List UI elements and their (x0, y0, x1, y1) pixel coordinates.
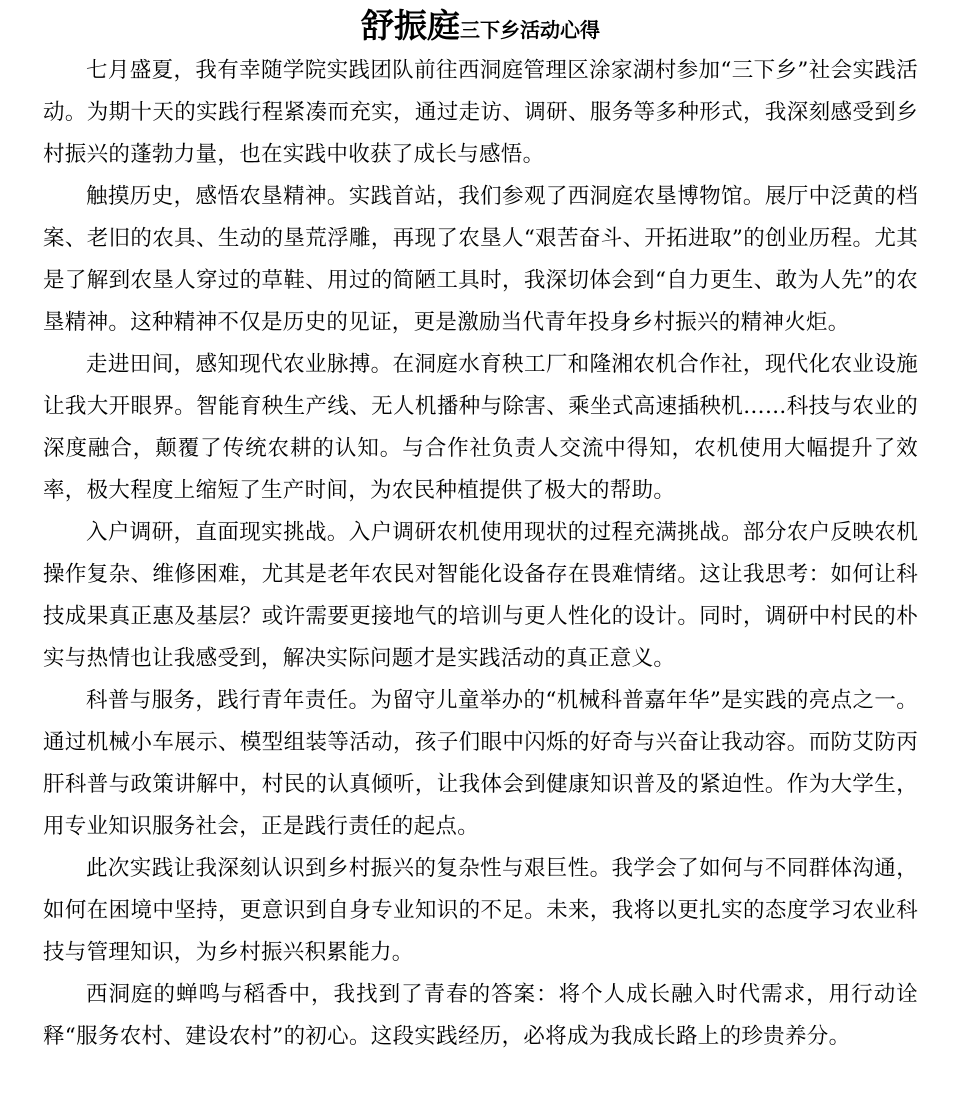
author-name: 舒振庭 (361, 6, 460, 45)
paragraph-science-service: 科普与服务，践行青年责任。为留守儿童举办的“机械科普嘉年华”是实践的亮点之一。通过机械小车展示、模型组装等活动，孩子们眼中闪烁的好奇与兴奋让我动容。而防艾防丙肝科普与政策讲解中，村民的认真倾听，让我体会到健康知识普及的紧迫性。作为大学生，用专业知识服务社会，正是践行责任的起点。 (43, 688, 918, 839)
document-title (43, 2, 918, 50)
paragraph-reflection: 此次实践让我深刻认识到乡村振兴的复杂性与艰巨性。我学会了如何与不同群体沟通，如何在困境中坚持，更意识到自身专业知识的不足。未来，我将以更扎实的态度学习农业科技与管理知识，为乡村振兴积累能力。 (43, 856, 918, 965)
paragraph-conclusion: 西洞庭的蝉鸣与稻香中，我找到了青春的答案：将个人成长融入时代需求，用行动诠释“服务农村、建设农村”的初心。这段实践经历，必将成为我成长路上的珍贵养分。 (43, 982, 918, 1049)
title-subtitle: 三下乡活动心得 (460, 18, 600, 42)
paragraph-modern-agriculture: 走进田间，感知现代农业脉搏。在洞庭水育秧工厂和隆湘农机合作社，现代化农业设施让我大开眼界。智能育秧生产线、无人机播种与除害、乘坐式高速插秧机……科技与农业的深度融合，颠覆了传统农耕的认知。与合作社负责人交流中得知，农机使用大幅提升了效率，极大程度上缩短了生产时间，为农民种植提供了极大的帮助。 (43, 352, 918, 503)
paragraph-household-survey: 入户调研，直面现实挑战。入户调研农机使用现状的过程充满挑战。部分农户反映农机操作复杂、维修困难，尤其是老年农民对智能化设备存在畏难情绪。这让我思考：如何让科技成果真正惠及基层？或许需要更接地气的培训与更人性化的设计。同时，调研中村民的朴实与热情也让我感受到，解决实际问题才是实践活动的真正意义。 (43, 520, 918, 671)
paragraph-history: 触摸历史，感悟农垦精神。实践首站，我们参观了西洞庭农垦博物馆。展厅中泛黄的档案、老旧的农具、生动的垦荒浮雕，再现了农垦人“艰苦奋斗、开拓进取”的创业历程。尤其是了解到农垦人穿过的草鞋、用过的简陋工具时，我深切体会到“自力更生、敢为人先”的农垦精神。这种精神不仅是历史的见证，更是激励当代青年投身乡村振兴的精神火炬。 (43, 184, 918, 335)
paragraph-intro: 七月盛夏，我有幸随学院实践团队前往西洞庭管理区涂家湖村参加“三下乡”社会实践活动。为期十天的实践行程紧凑而充实，通过走访、调研、服务等多种形式，我深刻感受到乡村振兴的蓬勃力量，也在实践中收获了成长与感悟。 (43, 58, 918, 167)
